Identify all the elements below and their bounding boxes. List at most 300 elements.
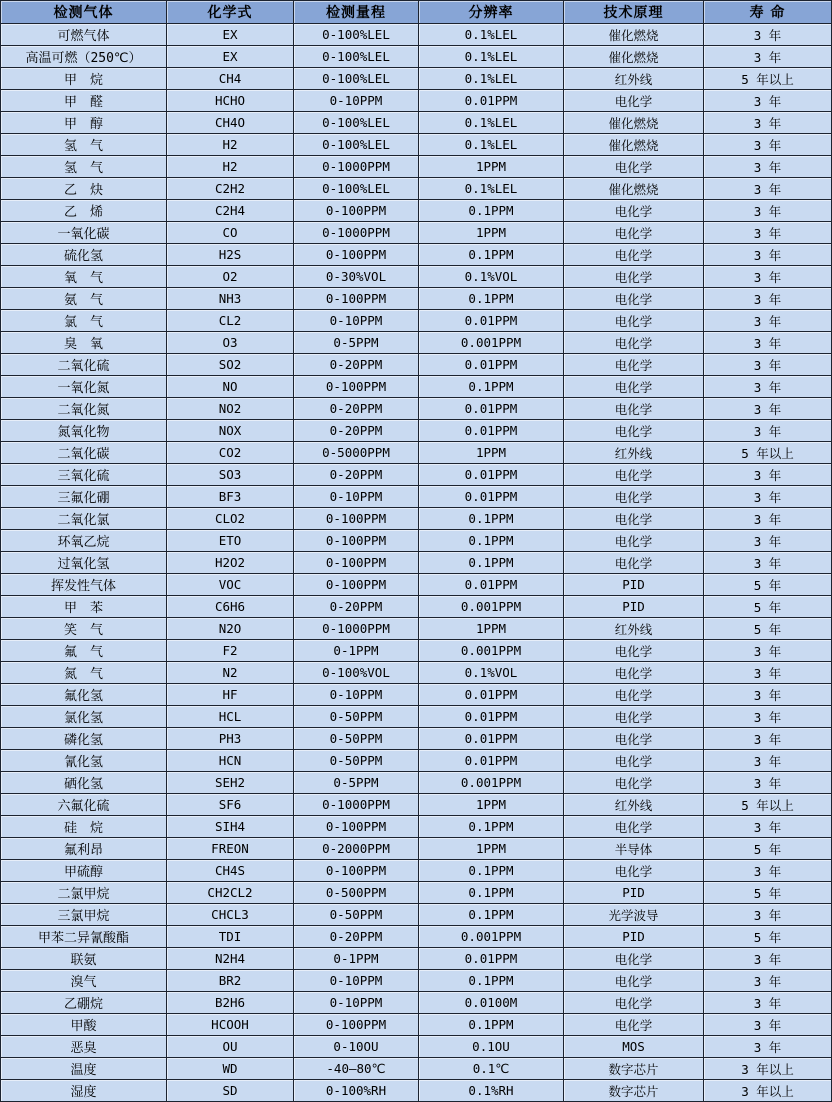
cell-principle: 电化学 xyxy=(564,816,704,838)
cell-range: 0-100%LEL xyxy=(294,178,419,200)
cell-resolution: 0.0100M xyxy=(419,992,564,1014)
cell-range: 0-500PPM xyxy=(294,882,419,904)
cell-gas: 氮氧化物 xyxy=(1,420,167,442)
cell-resolution: 0.01PPM xyxy=(419,354,564,376)
cell-gas: 氮 气 xyxy=(1,662,167,684)
cell-resolution: 0.1PPM xyxy=(419,244,564,266)
table-row xyxy=(1,596,832,618)
cell-gas: 三氯甲烷 xyxy=(1,904,167,926)
cell-principle: 电化学 xyxy=(564,354,704,376)
cell-principle: 电化学 xyxy=(564,244,704,266)
cell-life: 3 年 xyxy=(704,992,832,1014)
cell-formula: ETO xyxy=(167,530,294,552)
cell-gas: 氧 气 xyxy=(1,266,167,288)
table-row xyxy=(1,948,832,970)
cell-life: 3 年 xyxy=(704,1036,832,1058)
cell-life: 3 年 xyxy=(704,640,832,662)
cell-resolution: 0.1PPM xyxy=(419,288,564,310)
cell-principle: 电化学 xyxy=(564,948,704,970)
cell-principle: 催化燃烧 xyxy=(564,178,704,200)
cell-resolution: 1PPM xyxy=(419,838,564,860)
cell-resolution: 1PPM xyxy=(419,442,564,464)
table-row xyxy=(1,464,832,486)
cell-resolution: 0.1PPM xyxy=(419,530,564,552)
cell-gas: 湿度 xyxy=(1,1080,167,1102)
cell-principle: 电化学 xyxy=(564,486,704,508)
cell-range: 0-100PPM xyxy=(294,200,419,222)
table-row xyxy=(1,728,832,750)
table-row xyxy=(1,662,832,684)
cell-range: 0-1000PPM xyxy=(294,222,419,244)
table-row xyxy=(1,772,832,794)
cell-resolution: 0.1%VOL xyxy=(419,266,564,288)
cell-life: 3 年 xyxy=(704,684,832,706)
cell-gas: 氟化氢 xyxy=(1,684,167,706)
column-header-gas: 检测气体 xyxy=(1,1,167,24)
cell-life: 3 年 xyxy=(704,24,832,46)
cell-gas: 甲 醛 xyxy=(1,90,167,112)
cell-life: 3 年 xyxy=(704,464,832,486)
cell-life: 3 年 xyxy=(704,948,832,970)
cell-gas: 乙 炔 xyxy=(1,178,167,200)
table-row xyxy=(1,178,832,200)
cell-life: 3 年以上 xyxy=(704,1080,832,1102)
cell-principle: 电化学 xyxy=(564,530,704,552)
cell-gas: 环氧乙烷 xyxy=(1,530,167,552)
cell-range: 0-100PPM xyxy=(294,508,419,530)
cell-life: 3 年 xyxy=(704,112,832,134)
cell-resolution: 0.1PPM xyxy=(419,552,564,574)
cell-principle: 电化学 xyxy=(564,992,704,1014)
cell-principle: 电化学 xyxy=(564,420,704,442)
cell-life: 3 年 xyxy=(704,266,832,288)
cell-range: 0-10PPM xyxy=(294,970,419,992)
cell-resolution: 1PPM xyxy=(419,222,564,244)
cell-principle: 电化学 xyxy=(564,684,704,706)
cell-gas: 氢 气 xyxy=(1,156,167,178)
cell-resolution: 0.1PPM xyxy=(419,970,564,992)
cell-formula: EX xyxy=(167,24,294,46)
cell-formula: O3 xyxy=(167,332,294,354)
cell-resolution: 0.1%LEL xyxy=(419,24,564,46)
cell-formula: C2H2 xyxy=(167,178,294,200)
cell-resolution: 0.1PPM xyxy=(419,508,564,530)
cell-life: 3 年 xyxy=(704,860,832,882)
cell-principle: PID xyxy=(564,596,704,618)
cell-formula: CO xyxy=(167,222,294,244)
table-row xyxy=(1,46,832,68)
cell-resolution: 0.001PPM xyxy=(419,332,564,354)
table-row xyxy=(1,640,832,662)
cell-range: 0-50PPM xyxy=(294,904,419,926)
cell-gas: 磷化氢 xyxy=(1,728,167,750)
cell-principle: 电化学 xyxy=(564,332,704,354)
cell-life: 3 年 xyxy=(704,376,832,398)
cell-resolution: 0.01PPM xyxy=(419,706,564,728)
cell-principle: 红外线 xyxy=(564,442,704,464)
cell-gas: 氟利昂 xyxy=(1,838,167,860)
cell-resolution: 0.001PPM xyxy=(419,772,564,794)
cell-principle: 催化燃烧 xyxy=(564,24,704,46)
cell-formula: H2 xyxy=(167,156,294,178)
cell-resolution: 0.01PPM xyxy=(419,486,564,508)
cell-gas: 氟 气 xyxy=(1,640,167,662)
cell-formula: NO2 xyxy=(167,398,294,420)
cell-gas: 二氧化氯 xyxy=(1,508,167,530)
cell-resolution: 0.1PPM xyxy=(419,882,564,904)
cell-formula: HCN xyxy=(167,750,294,772)
cell-range: 0-100PPM xyxy=(294,1014,419,1036)
table-row xyxy=(1,904,832,926)
cell-principle: 电化学 xyxy=(564,464,704,486)
cell-formula: CH2CL2 xyxy=(167,882,294,904)
table-row xyxy=(1,90,832,112)
cell-resolution: 0.01PPM xyxy=(419,574,564,596)
cell-range: 0-100PPM xyxy=(294,574,419,596)
cell-gas: 乙 烯 xyxy=(1,200,167,222)
cell-principle: 电化学 xyxy=(564,750,704,772)
cell-formula: F2 xyxy=(167,640,294,662)
cell-resolution: 0.01PPM xyxy=(419,684,564,706)
cell-range: 0-10PPM xyxy=(294,992,419,1014)
cell-gas: 硫化氢 xyxy=(1,244,167,266)
cell-resolution: 0.1PPM xyxy=(419,376,564,398)
cell-formula: SO2 xyxy=(167,354,294,376)
table-row xyxy=(1,376,832,398)
cell-principle: 电化学 xyxy=(564,772,704,794)
cell-life: 5 年 xyxy=(704,596,832,618)
table-row xyxy=(1,24,832,46)
cell-resolution: 0.01PPM xyxy=(419,310,564,332)
cell-resolution: 0.1%LEL xyxy=(419,46,564,68)
cell-life: 3 年 xyxy=(704,420,832,442)
cell-gas: 二氧化碳 xyxy=(1,442,167,464)
cell-principle: 红外线 xyxy=(564,794,704,816)
cell-life: 3 年 xyxy=(704,772,832,794)
cell-resolution: 0.1OU xyxy=(419,1036,564,1058)
cell-gas: 笑 气 xyxy=(1,618,167,640)
cell-gas: 一氧化氮 xyxy=(1,376,167,398)
cell-range: 0-20PPM xyxy=(294,464,419,486)
cell-formula: CH4 xyxy=(167,68,294,90)
cell-life: 5 年 xyxy=(704,882,832,904)
cell-range: 0-20PPM xyxy=(294,926,419,948)
cell-range: 0-50PPM xyxy=(294,728,419,750)
cell-principle: 数字芯片 xyxy=(564,1080,704,1102)
cell-gas: 三氟化硼 xyxy=(1,486,167,508)
cell-range: 0-20PPM xyxy=(294,420,419,442)
cell-life: 3 年以上 xyxy=(704,1058,832,1080)
table-row xyxy=(1,266,832,288)
cell-resolution: 1PPM xyxy=(419,156,564,178)
cell-principle: PID xyxy=(564,574,704,596)
table-row xyxy=(1,244,832,266)
cell-principle: 催化燃烧 xyxy=(564,134,704,156)
cell-gas: 溴气 xyxy=(1,970,167,992)
cell-formula: C2H4 xyxy=(167,200,294,222)
cell-formula: OU xyxy=(167,1036,294,1058)
cell-gas: 甲 烷 xyxy=(1,68,167,90)
cell-resolution: 0.01PPM xyxy=(419,750,564,772)
column-header-principle: 技术原理 xyxy=(564,1,704,24)
cell-range: 0-20PPM xyxy=(294,398,419,420)
cell-life: 5 年 xyxy=(704,618,832,640)
cell-principle: 电化学 xyxy=(564,288,704,310)
cell-range: 0-5PPM xyxy=(294,332,419,354)
cell-gas: 甲 苯 xyxy=(1,596,167,618)
cell-life: 5 年以上 xyxy=(704,442,832,464)
cell-range: 0-1PPM xyxy=(294,640,419,662)
cell-resolution: 0.1%LEL xyxy=(419,112,564,134)
cell-range: 0-100PPM xyxy=(294,376,419,398)
cell-life: 3 年 xyxy=(704,728,832,750)
cell-life: 3 年 xyxy=(704,706,832,728)
cell-gas: 氨 气 xyxy=(1,288,167,310)
cell-formula: HCOOH xyxy=(167,1014,294,1036)
cell-resolution: 0.1PPM xyxy=(419,860,564,882)
cell-principle: 电化学 xyxy=(564,398,704,420)
cell-range: -40—80℃ xyxy=(294,1058,419,1080)
cell-resolution: 0.001PPM xyxy=(419,640,564,662)
cell-formula: FREON xyxy=(167,838,294,860)
cell-life: 3 年 xyxy=(704,486,832,508)
table-row xyxy=(1,112,832,134)
cell-resolution: 0.1PPM xyxy=(419,200,564,222)
cell-range: 0-100%VOL xyxy=(294,662,419,684)
cell-gas: 二氧化氮 xyxy=(1,398,167,420)
cell-resolution: 0.01PPM xyxy=(419,398,564,420)
cell-principle: 电化学 xyxy=(564,860,704,882)
cell-gas: 甲 醇 xyxy=(1,112,167,134)
column-header-range: 检测量程 xyxy=(294,1,419,24)
cell-life: 5 年 xyxy=(704,838,832,860)
cell-life: 3 年 xyxy=(704,398,832,420)
table-row xyxy=(1,68,832,90)
cell-resolution: 0.01PPM xyxy=(419,728,564,750)
cell-principle: 电化学 xyxy=(564,728,704,750)
table-row xyxy=(1,618,832,640)
cell-formula: H2 xyxy=(167,134,294,156)
cell-life: 3 年 xyxy=(704,288,832,310)
cell-range: 0-10PPM xyxy=(294,90,419,112)
cell-principle: PID xyxy=(564,926,704,948)
cell-life: 3 年 xyxy=(704,530,832,552)
cell-range: 0-100%LEL xyxy=(294,24,419,46)
cell-formula: CH4S xyxy=(167,860,294,882)
cell-gas: 三氧化硫 xyxy=(1,464,167,486)
cell-life: 3 年 xyxy=(704,552,832,574)
cell-range: 0-100%LEL xyxy=(294,112,419,134)
cell-principle: PID xyxy=(564,882,704,904)
cell-formula: SO3 xyxy=(167,464,294,486)
cell-gas: 六氟化硫 xyxy=(1,794,167,816)
cell-range: 0-100%LEL xyxy=(294,68,419,90)
header-row xyxy=(1,1,832,24)
table-row xyxy=(1,1080,832,1102)
cell-principle: 电化学 xyxy=(564,200,704,222)
cell-gas: 臭 氧 xyxy=(1,332,167,354)
cell-principle: MOS xyxy=(564,1036,704,1058)
column-header-formula: 化学式 xyxy=(167,1,294,24)
cell-gas: 温度 xyxy=(1,1058,167,1080)
cell-resolution: 0.01PPM xyxy=(419,464,564,486)
cell-gas: 硒化氢 xyxy=(1,772,167,794)
table-row xyxy=(1,288,832,310)
cell-life: 3 年 xyxy=(704,354,832,376)
cell-formula: WD xyxy=(167,1058,294,1080)
cell-formula: VOC xyxy=(167,574,294,596)
cell-resolution: 1PPM xyxy=(419,794,564,816)
cell-resolution: 0.001PPM xyxy=(419,596,564,618)
cell-formula: NOX xyxy=(167,420,294,442)
cell-formula: SD xyxy=(167,1080,294,1102)
table-row xyxy=(1,816,832,838)
cell-life: 3 年 xyxy=(704,156,832,178)
cell-range: 0-100PPM xyxy=(294,552,419,574)
cell-life: 5 年 xyxy=(704,574,832,596)
cell-formula: H2O2 xyxy=(167,552,294,574)
cell-resolution: 0.01PPM xyxy=(419,420,564,442)
cell-resolution: 0.01PPM xyxy=(419,948,564,970)
cell-resolution: 0.1℃ xyxy=(419,1058,564,1080)
cell-life: 3 年 xyxy=(704,1014,832,1036)
cell-principle: 电化学 xyxy=(564,222,704,244)
cell-principle: 电化学 xyxy=(564,310,704,332)
cell-formula: HCL xyxy=(167,706,294,728)
cell-gas: 恶臭 xyxy=(1,1036,167,1058)
table-row xyxy=(1,398,832,420)
cell-gas: 联氨 xyxy=(1,948,167,970)
cell-formula: BR2 xyxy=(167,970,294,992)
cell-formula: CL2 xyxy=(167,310,294,332)
cell-life: 3 年 xyxy=(704,46,832,68)
table-row xyxy=(1,442,832,464)
table-row xyxy=(1,354,832,376)
table-row xyxy=(1,706,832,728)
cell-gas: 二氯甲烷 xyxy=(1,882,167,904)
column-header-life: 寿 命 xyxy=(704,1,832,24)
cell-life: 3 年 xyxy=(704,310,832,332)
cell-gas: 乙硼烷 xyxy=(1,992,167,1014)
table-row xyxy=(1,156,832,178)
cell-gas: 挥发性气体 xyxy=(1,574,167,596)
table-row xyxy=(1,838,832,860)
table-row xyxy=(1,970,832,992)
cell-formula: C6H6 xyxy=(167,596,294,618)
cell-principle: 光学波导 xyxy=(564,904,704,926)
cell-gas: 过氧化氢 xyxy=(1,552,167,574)
cell-range: 0-50PPM xyxy=(294,750,419,772)
cell-formula: NO xyxy=(167,376,294,398)
cell-formula: NH3 xyxy=(167,288,294,310)
cell-formula: HCHO xyxy=(167,90,294,112)
cell-principle: 电化学 xyxy=(564,266,704,288)
cell-range: 0-1PPM xyxy=(294,948,419,970)
table-row xyxy=(1,200,832,222)
table-row xyxy=(1,332,832,354)
cell-range: 0-5PPM xyxy=(294,772,419,794)
cell-formula: SEH2 xyxy=(167,772,294,794)
cell-formula: EX xyxy=(167,46,294,68)
table-row xyxy=(1,222,832,244)
cell-formula: N2H4 xyxy=(167,948,294,970)
cell-principle: 电化学 xyxy=(564,1014,704,1036)
cell-life: 3 年 xyxy=(704,244,832,266)
cell-range: 0-2000PPM xyxy=(294,838,419,860)
cell-principle: 催化燃烧 xyxy=(564,112,704,134)
cell-resolution: 0.1%RH xyxy=(419,1080,564,1102)
table-row xyxy=(1,508,832,530)
cell-life: 3 年 xyxy=(704,970,832,992)
table-row xyxy=(1,574,832,596)
cell-range: 0-100%RH xyxy=(294,1080,419,1102)
table-row xyxy=(1,420,832,442)
cell-formula: CO2 xyxy=(167,442,294,464)
cell-range: 0-1000PPM xyxy=(294,794,419,816)
cell-gas: 氯化氢 xyxy=(1,706,167,728)
cell-principle: 电化学 xyxy=(564,970,704,992)
cell-principle: 电化学 xyxy=(564,662,704,684)
table-row xyxy=(1,530,832,552)
cell-range: 0-1000PPM xyxy=(294,156,419,178)
cell-gas: 可燃气体 xyxy=(1,24,167,46)
cell-gas: 高温可燃（250℃） xyxy=(1,46,167,68)
cell-range: 0-100%LEL xyxy=(294,46,419,68)
cell-formula: N2 xyxy=(167,662,294,684)
cell-formula: CLO2 xyxy=(167,508,294,530)
cell-life: 3 年 xyxy=(704,178,832,200)
cell-principle: 电化学 xyxy=(564,706,704,728)
cell-formula: CH4O xyxy=(167,112,294,134)
cell-life: 3 年 xyxy=(704,332,832,354)
cell-gas: 甲苯二异氰酸酯 xyxy=(1,926,167,948)
cell-formula: B2H6 xyxy=(167,992,294,1014)
cell-gas: 硅 烷 xyxy=(1,816,167,838)
cell-resolution: 0.1%VOL xyxy=(419,662,564,684)
cell-formula: N2O xyxy=(167,618,294,640)
cell-gas: 甲酸 xyxy=(1,1014,167,1036)
cell-resolution: 1PPM xyxy=(419,618,564,640)
cell-life: 3 年 xyxy=(704,904,832,926)
cell-range: 0-10PPM xyxy=(294,684,419,706)
cell-range: 0-30%VOL xyxy=(294,266,419,288)
cell-gas: 一氧化碳 xyxy=(1,222,167,244)
cell-principle: 数字芯片 xyxy=(564,1058,704,1080)
cell-formula: TDI xyxy=(167,926,294,948)
cell-range: 0-100PPM xyxy=(294,288,419,310)
cell-formula: BF3 xyxy=(167,486,294,508)
table-row xyxy=(1,794,832,816)
cell-life: 5 年以上 xyxy=(704,794,832,816)
table-row xyxy=(1,1036,832,1058)
cell-range: 0-100PPM xyxy=(294,530,419,552)
cell-gas: 氰化氢 xyxy=(1,750,167,772)
cell-principle: 电化学 xyxy=(564,156,704,178)
cell-range: 0-100PPM xyxy=(294,816,419,838)
cell-gas: 氢 气 xyxy=(1,134,167,156)
table-header xyxy=(1,1,832,24)
cell-principle: 催化燃烧 xyxy=(564,46,704,68)
cell-range: 0-100PPM xyxy=(294,860,419,882)
table-row xyxy=(1,1014,832,1036)
cell-principle: 电化学 xyxy=(564,508,704,530)
column-header-resolution: 分辨率 xyxy=(419,1,564,24)
cell-principle: 红外线 xyxy=(564,618,704,640)
cell-range: 0-100PPM xyxy=(294,244,419,266)
cell-principle: 电化学 xyxy=(564,90,704,112)
cell-range: 0-1000PPM xyxy=(294,618,419,640)
cell-life: 3 年 xyxy=(704,222,832,244)
